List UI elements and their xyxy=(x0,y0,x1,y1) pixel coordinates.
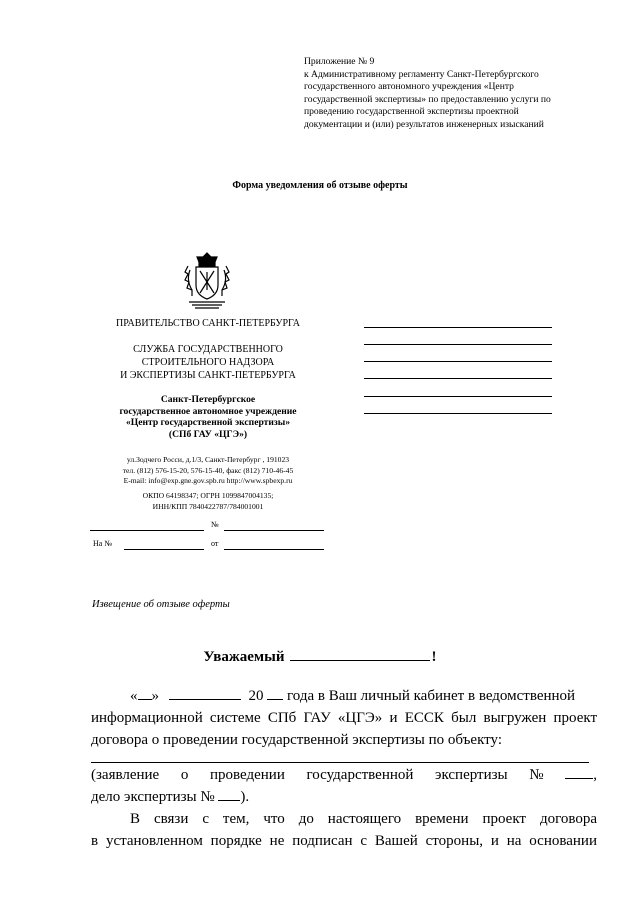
day-field xyxy=(138,685,152,700)
addressee-line xyxy=(364,327,552,328)
service-line: И ЭКСПЕРТИЗЫ САНКТ-ПЕТЕРБУРГА xyxy=(120,370,296,381)
body-word: (заявление xyxy=(91,767,160,783)
body-line xyxy=(91,685,597,707)
service-line: СТРОИТЕЛЬНОГО НАДЗОРА xyxy=(141,357,275,368)
appendix-line: государственного автономного учреждения «Центр xyxy=(304,81,514,93)
body-line: информационной системе СПб ГАУ «ЦГЭ» и ЕССК был выгружен проект xyxy=(91,710,597,726)
from-label: от xyxy=(211,539,219,548)
greeting xyxy=(0,646,640,666)
coat-of-arms-icon xyxy=(180,250,234,310)
service-line: СЛУЖБА ГОСУДАРСТВЕННОГО xyxy=(133,344,283,355)
body-paragraph-1 xyxy=(91,685,597,751)
case-number-field xyxy=(218,786,240,801)
addressee-line xyxy=(364,378,552,379)
institution-line: государственное автономное учреждение xyxy=(119,405,297,417)
body-word: экспертизы xyxy=(435,767,508,783)
appendix-line: документации и (или) результатов инженерных изысканий xyxy=(304,118,544,130)
body-line: В связи с тем, что до настоящего времени проект договора xyxy=(130,811,597,827)
case-number-label: дело экспертизы № xyxy=(91,789,215,805)
body-paragraph-3 xyxy=(91,808,597,852)
contact-address: ул.Зодчего Росси, д.1/3, Санкт-Петербург , 191023 xyxy=(126,455,290,464)
notice-title: Извещение об отзыве оферты xyxy=(92,599,230,610)
number-label: № xyxy=(211,520,219,529)
institution-line: «Центр государственной экспертизы» xyxy=(125,417,291,428)
reply-date-line xyxy=(224,549,324,550)
body-line xyxy=(91,786,597,808)
object-name-line xyxy=(91,762,589,763)
addressee-line xyxy=(364,413,552,414)
body-text: года в Ваш личный кабинет в ведомственной xyxy=(287,688,576,704)
reply-number-line xyxy=(124,549,204,550)
quote-open: « xyxy=(130,688,138,704)
appendix-line: к Административному регламенту Санкт-Петербургского xyxy=(304,68,539,80)
reply-number-row xyxy=(90,539,330,551)
body-paragraph-2 xyxy=(91,764,597,808)
contact-block xyxy=(90,455,326,487)
appendix-header xyxy=(304,56,604,132)
codes-line: ОКПО 64198347; ОГРН 1099847004135; xyxy=(142,491,274,500)
institution-line: Санкт-Петербургское xyxy=(160,394,256,405)
body-word: государственной xyxy=(306,767,414,783)
year-prefix: 20 xyxy=(248,688,264,704)
body-word: ). xyxy=(240,789,250,805)
addressee-line xyxy=(364,361,552,362)
date-field-line xyxy=(90,530,204,531)
appendix-line: государственной экспертизы» по предоставлению услуги по xyxy=(304,93,551,105)
form-title: Форма уведомления об отзыве оферты xyxy=(232,180,408,191)
greeting-suffix: ! xyxy=(431,649,437,665)
reply-label: На № xyxy=(93,539,112,548)
body-line: договора о проведении государственной экспертизы по объекту: xyxy=(91,732,503,748)
contact-phone: тел. (812) 576-15-20, 576-15-40, факс (812) 710-46-45 xyxy=(122,465,294,475)
addressee-name-field xyxy=(290,646,430,661)
number-field-line xyxy=(224,530,324,531)
body-line xyxy=(91,764,597,786)
application-number-field xyxy=(565,764,593,779)
body-word: № xyxy=(529,767,544,783)
month-field xyxy=(169,685,241,700)
outgoing-number-row xyxy=(90,520,330,532)
appendix-line: проведению государственной экспертизы проектной xyxy=(304,106,519,118)
contact-email: E-mail: info@exp.gne.gov.spb.ru http://www.spbexp.ru xyxy=(123,476,293,485)
body-line: в установленном порядке не подписан с Вашей стороны, и на основании xyxy=(91,833,597,849)
appendix-line: Приложение № 9 xyxy=(304,56,375,67)
greeting-prefix: Уважаемый xyxy=(203,649,285,665)
year-field xyxy=(267,685,283,700)
institution-name xyxy=(90,394,326,440)
registration-codes xyxy=(90,491,326,512)
body-word: о xyxy=(180,767,189,783)
addressee-line xyxy=(364,396,552,397)
body-word: проведении xyxy=(210,767,285,783)
government-name: ПРАВИТЕЛЬСТВО САНКТ-ПЕТЕРБУРГА xyxy=(116,318,300,329)
institution-line: (СПб ГАУ «ЦГЭ») xyxy=(168,428,248,440)
quote-close: » xyxy=(151,688,159,704)
addressee-line xyxy=(364,344,552,345)
service-name xyxy=(90,343,326,382)
body-word: , xyxy=(593,767,597,783)
codes-line: ИНН/КПП 7840422787/784001001 xyxy=(152,501,264,511)
